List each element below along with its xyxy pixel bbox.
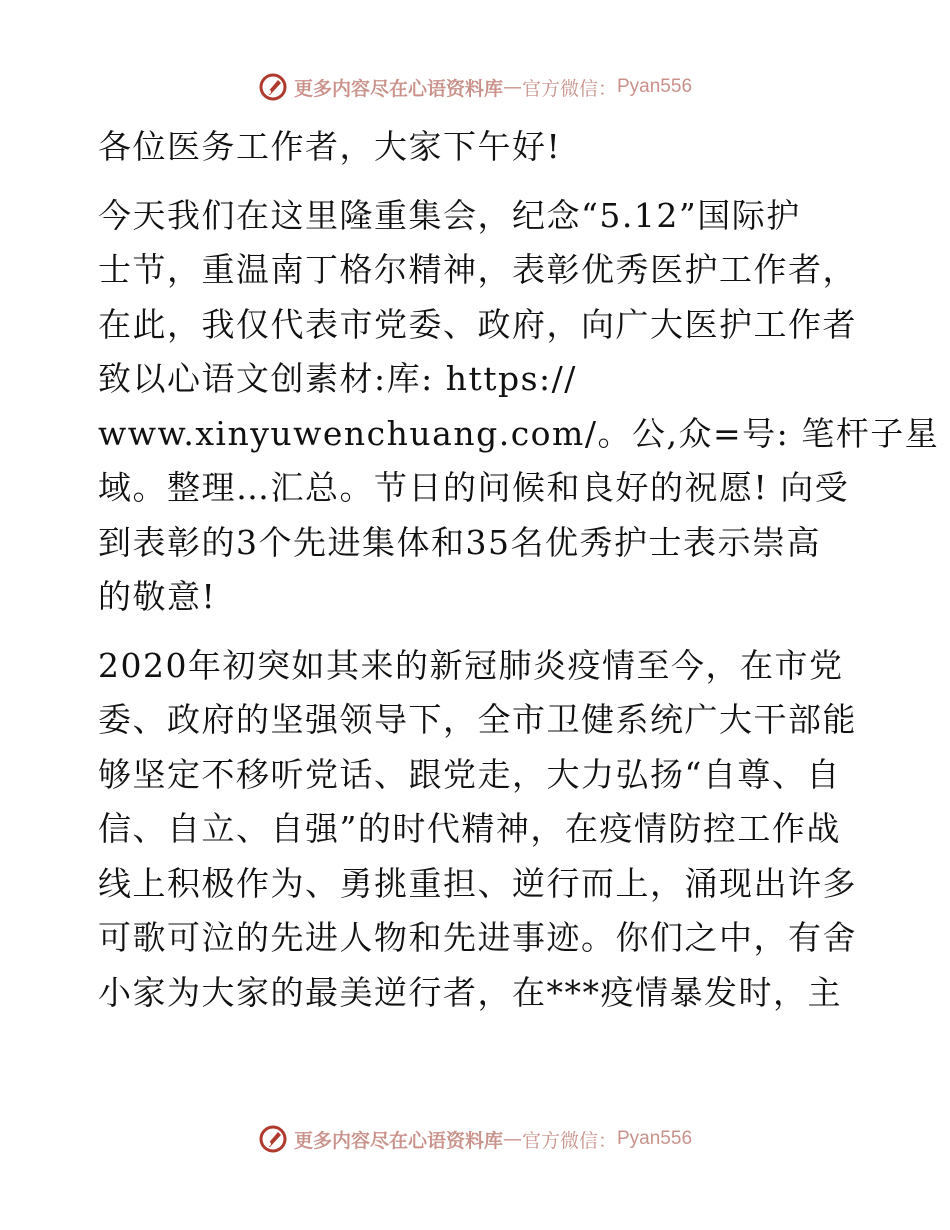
text-line: 委、政府的坚强领导下，全市卫健系统广大干部能 <box>98 700 857 739</box>
paragraph-greeting <box>98 120 848 175</box>
watermark-wechat-id: Pyan556 <box>617 1128 693 1149</box>
text-line: 信、自立、自强”的时代精神，在疫情防控工作战 <box>98 809 841 848</box>
watermark-main-text: 更多内容尽在心语资料库 <box>293 77 503 100</box>
pen-logo-icon <box>258 72 288 102</box>
watermark-official-label: 官方微信： <box>521 1129 617 1152</box>
watermark-separator: — <box>502 1128 522 1150</box>
text-line: 够坚定不移听党话、跟党走，大力弘扬“自尊、自 <box>98 754 841 794</box>
text-line: 在此，我仅代表市党委、政府，向广大医护工作者 <box>98 304 857 344</box>
paragraph-epidemic <box>98 639 857 1021</box>
text-line: 今天我们在这里隆重集会，纪念“5.12”国际护 <box>98 195 801 235</box>
pen-logo-icon <box>258 1124 288 1154</box>
text-line: 小家为大家的最美逆行者，在***疫情暴发时，主 <box>98 972 842 1012</box>
text-line: 各位医务工作者，大家下午好! <box>98 127 562 166</box>
watermark-wechat-id: Pyan556 <box>617 76 693 97</box>
watermark-separator: — <box>502 76 522 98</box>
text-line: 的敬意! <box>98 577 217 616</box>
text-line: 2020年初突如其来的新冠肺炎疫情至今，在市党 <box>98 645 844 685</box>
text-line: 线上积极作为、勇挑重担、逆行而上，涌现出许多 <box>98 863 857 903</box>
text-line: 致以心语文创素材:库: https:// <box>98 359 577 398</box>
text-line: 域。整理…汇总。节日的问候和良好的祝愿! 向受 <box>98 468 850 507</box>
header-watermark <box>0 72 950 102</box>
text-line: 士节，重温南丁格尔精神，表彰优秀医护工作者， <box>98 250 857 289</box>
document-body <box>98 120 940 1020</box>
paragraph-intro <box>98 189 940 625</box>
watermark-official-label: 官方微信： <box>521 77 617 100</box>
watermark-main-text: 更多内容尽在心语资料库 <box>293 1129 503 1152</box>
footer-watermark <box>0 1124 950 1154</box>
text-line: www.xinyuwenchuang.com/。公,众=号: 笔杆子星 <box>98 413 940 453</box>
text-line: 到表彰的3个先进集体和35名优秀护士表示崇高 <box>98 522 821 562</box>
text-line: 可歌可泣的先进人物和先进事迹。你们之中，有舍 <box>98 918 857 957</box>
